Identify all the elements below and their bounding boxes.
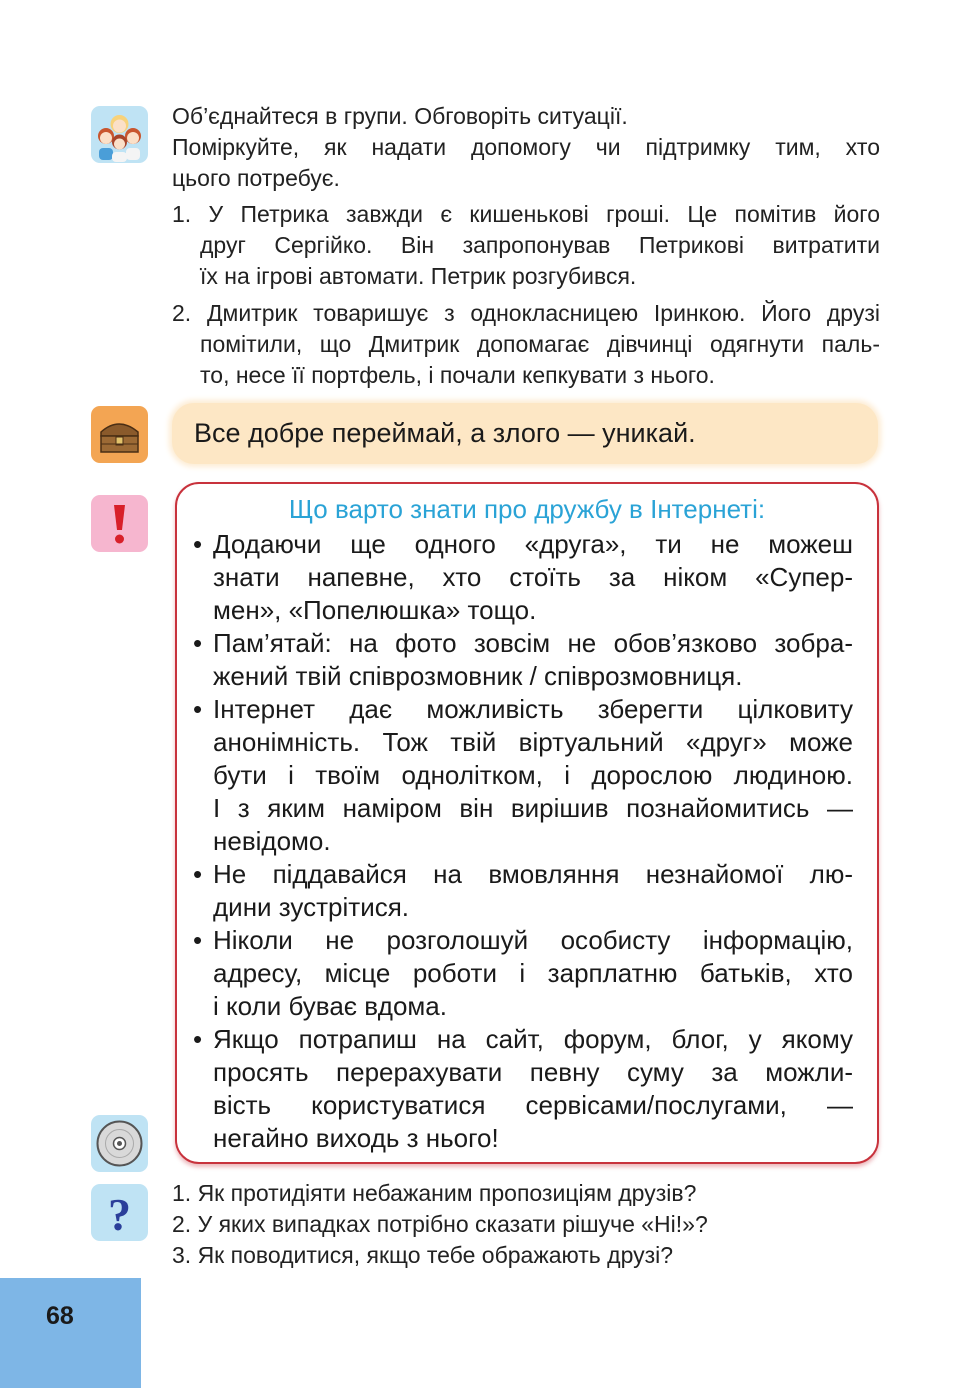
- question-item: 2. У яких випадках потрібно сказати рішуче «Ні!»?: [172, 1211, 708, 1237]
- list-item: [193, 1023, 853, 1155]
- bullet-dot: •: [193, 694, 203, 724]
- list-item-line: знати напевне, хто стоїть за ніком «Супер-: [213, 562, 853, 592]
- info-list: [193, 528, 853, 1155]
- list-item-line: і коли буває вдома.: [213, 991, 447, 1021]
- situation-line: 2. Дмитрик товаришує з однокласницею Іринкою. Його друзі: [172, 300, 880, 326]
- proverb-text: Все добре переймай, а злого — уникай.: [194, 418, 696, 448]
- cd-disc-icon: [91, 1115, 148, 1172]
- list-item-line: анонімність. Тож твій віртуальний «друг» може: [213, 727, 853, 757]
- situation-line: їх на ігрові автомати. Петрик розгубився.: [200, 263, 637, 289]
- list-item-line: мен», «Попелюшка» тощо.: [213, 595, 537, 625]
- list-item: [193, 858, 853, 924]
- bullet-dot: •: [193, 628, 203, 658]
- list-item-line: вість користуватися сервісами/послугами, —: [213, 1090, 853, 1120]
- list-item: [193, 693, 853, 858]
- list-item-line: адресу, місце роботи і зарплатню батьків, хто: [213, 958, 853, 988]
- list-item-line: Пам’ятай: на фото зовсім не обов’язково зобра-: [213, 628, 853, 658]
- list-item-line: невідомо.: [213, 826, 331, 856]
- page-number: 68: [46, 1302, 74, 1330]
- list-item-line: негайно виходь з нього!: [213, 1123, 499, 1153]
- questions-list: [172, 1178, 880, 1271]
- list-item-line: І з яким наміром він вирішив познайомитись —: [213, 793, 853, 823]
- situation-line: 1. У Петрика завжди є кишенькові гроші. Це помітив його: [172, 201, 880, 227]
- list-item-line: просять перерахувати певну суму за можли-: [213, 1057, 853, 1087]
- bullet-dot: •: [193, 859, 203, 889]
- group-of-children-icon: [91, 106, 148, 163]
- list-item-line: Якщо потрапиш на сайт, форум, блог, у якому: [213, 1024, 853, 1054]
- page-number-tab: [0, 1278, 141, 1388]
- question-mark-icon: [91, 1184, 148, 1241]
- list-item-line: Додаючи ще одного «друга», ти не можеш: [213, 529, 853, 559]
- question-item: 1. Як протидіяти небажаним пропозиціям друзів?: [172, 1180, 697, 1206]
- bullet-dot: •: [193, 1024, 203, 1054]
- intro-line: Поміркуйте, як надати допомогу чи підтримку тим, хто: [172, 134, 880, 160]
- list-item-line: Ніколи не розголошуй особисту інформацію,: [213, 925, 853, 955]
- internet-friendship-info-box: [175, 482, 879, 1164]
- intro-text: [172, 101, 880, 194]
- bullet-dot: •: [193, 529, 203, 559]
- situation-line: друг Сергійко. Він запропонував Петрикові витратити: [200, 232, 880, 258]
- intro-line: цього потребує.: [172, 165, 340, 191]
- exclamation-mark-icon: [91, 495, 148, 552]
- bullet-dot: •: [193, 925, 203, 955]
- list-item-line: дини зустрітися.: [213, 892, 410, 922]
- list-item-line: Інтернет дає можливість зберегти цілковиту: [213, 694, 853, 724]
- intro-line: Об’єднайтеся в групи. Обговоріть ситуації.: [172, 103, 628, 129]
- list-item: [193, 528, 853, 627]
- situation-2: [172, 298, 880, 391]
- question-item: 3. Як поводитися, якщо тебе ображають друзі?: [172, 1242, 674, 1268]
- situation-line: помітили, що Дмитрик допомагає дівчинці одягнути паль-: [200, 331, 880, 357]
- info-title: Що варто знати про дружбу в Інтернеті:: [288, 494, 766, 524]
- proverb-box: [172, 403, 878, 464]
- situation-line: то, несе її портфель, і почали кепкувати з нього.: [200, 362, 715, 388]
- list-item-line: бути і твоїм однолітком, і дорослою людиною.: [213, 760, 853, 790]
- list-item-line: жений твій співрозмовник / співрозмовниця.: [213, 661, 743, 691]
- list-item: [193, 627, 853, 693]
- list-item: [193, 924, 853, 1023]
- treasure-chest-icon: [91, 406, 148, 463]
- list-item-line: Не піддавайся на вмовляння незнайомої лю-: [213, 859, 853, 889]
- situation-1: [172, 199, 880, 292]
- svg-text:?: ?: [108, 1189, 131, 1240]
